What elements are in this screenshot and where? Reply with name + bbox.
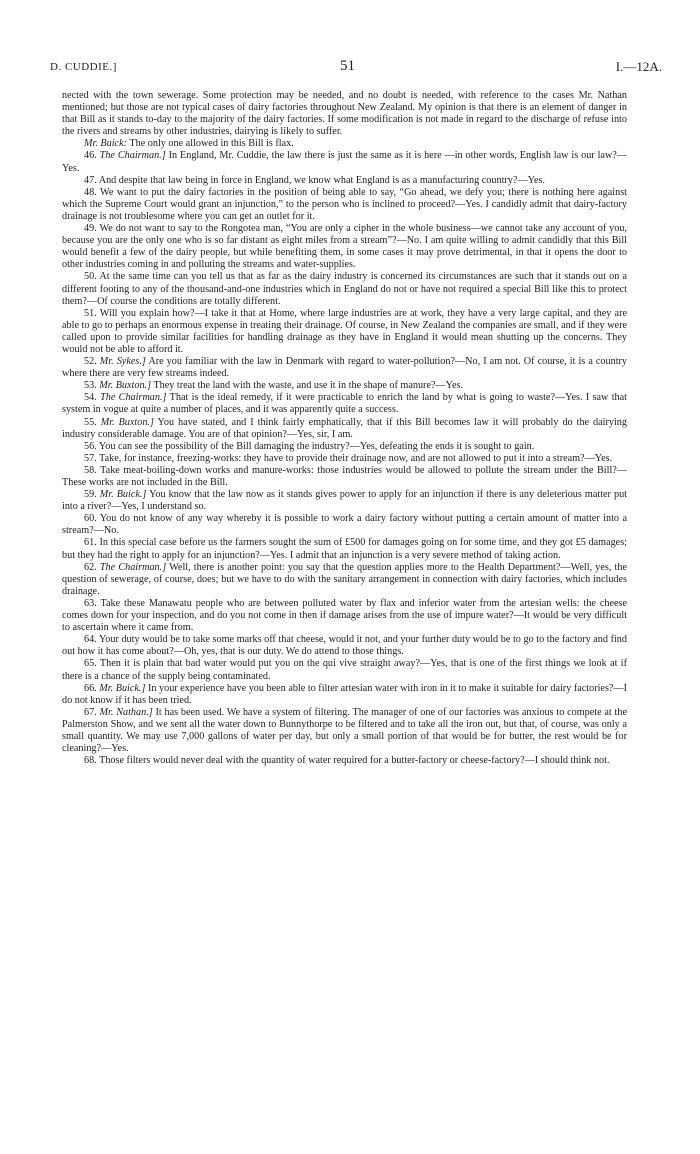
paragraph-text: Will you explain how?—I take it that at Home, where large industries are at work, they have a very large capital, and they are able to go to perhaps an enormous expense in treating their drainage. Of course, in New Zealand the companies are small, and if they were called upon to provide similar facilities for handling drainage as they have in England it would mean shutting up the concerns. They would not be able to afford it.: [62, 307, 627, 355]
testimony-paragraph: [62, 417, 627, 441]
question-number: 56.: [84, 440, 97, 452]
question-number: 55.: [84, 416, 97, 428]
testimony-paragraph: [62, 392, 627, 416]
question-number: 47.: [84, 174, 97, 186]
testimony-paragraph: [62, 465, 627, 489]
question-number: 52.: [84, 356, 97, 368]
paragraph-text: Then it is plain that bad water would put you on the qui vive straight away?—Yes, that is one of the first things we look at if there is a chance of the supply being contaminated.: [62, 658, 627, 682]
testimony-paragraph: [62, 755, 627, 767]
testimony-paragraph: [62, 223, 627, 271]
testimony-paragraph: [62, 380, 627, 392]
speaker-name: The Chairman.]: [100, 392, 167, 404]
paragraph-text: In this special case before us the farmers sought the sum of £500 for damages going on for some time, and they got £5 damages; but they had the right to apply for an injunction?—Yes. I admit that an injunction is a very severe method of taking action.: [62, 537, 628, 561]
testimony-paragraph: [62, 634, 627, 658]
paragraph-text: In your experience have you been able to filter artesian water with iron in it to make it suitable for dairy factories?—I do not know if it has been tried.: [62, 682, 628, 706]
paragraph-text: We want to put the dairy factories in the position of being able to say, “Go ahead, we defy you; there is nothing here against which the Supreme Court would grant an injunction,” to the person who is inclined to proceed?—Yes. I candidly admit that dairy-factory drainage is not troublesome where you can get an outlet for it.: [62, 186, 627, 222]
question-number: 65.: [84, 658, 97, 670]
paragraph-text: It has been used. We have a system of filtering. The manager of one of our factories was anxious to compete at the Palmerston Show, and we sent all the water down to Bunnythorpe to be filtered and to take all the iron out, but that, of course, was only a small quantity. We may use 7,000 gallons of water per day, but only a small portion of that would be for butter, the rest would be for cleaning?—Yes.: [62, 706, 627, 755]
paragraph-text: Well, there is another point: you say that the question applies more to the Health Department?—Well, yes, the question of sewerage, of course, does; but we have to do with the sanitary arrangement in connection with dairy factories, which includes drainage.: [62, 561, 627, 597]
page-header: [50, 58, 662, 78]
testimony-paragraph: [62, 453, 627, 465]
paragraph-text: Take, for instance, freezing-works: they have to provide their drainage now, and are not allowed to put it into a stream?—Yes.: [99, 452, 613, 464]
question-number: 68.: [84, 755, 97, 767]
speaker-name: The Chairman.]: [99, 561, 167, 573]
speaker-name: Mr. Buick.]: [99, 489, 147, 501]
question-number: 66.: [84, 682, 97, 694]
question-number: 63.: [84, 597, 97, 609]
speaker-name: Mr. Nathan.]: [99, 706, 153, 718]
testimony-paragraph: [62, 175, 627, 187]
paragraph-text: You have stated, and I think fairly emphatically, that if this Bill becomes law it will probably do the dairying industry considerable damage. You are of that opinion?—Yes, sir, I am.: [62, 416, 627, 440]
paragraph-text: Are you familiar with the law in Denmark with regard to water-pollution?—No, I am not. Of course, it is a country where there are very few streams indeed.: [62, 356, 628, 380]
testimony-body: [62, 90, 627, 767]
question-number: 58.: [84, 464, 97, 476]
testimony-paragraph: [62, 441, 627, 453]
question-number: 67.: [84, 706, 97, 718]
question-number: 64.: [84, 634, 97, 646]
testimony-paragraph: [62, 271, 627, 307]
speaker-name: Mr. Buxton.]: [99, 380, 152, 392]
paragraph-text: You can see the possibility of the Bill damaging the industry?—Yes, defeating the ends it is sought to gain.: [98, 440, 535, 452]
paragraph-text: That is the ideal remedy, if it were practicable to enrich the land by what is going to waste?—Yes. I saw that system in vogue at quite a number of places, and it was apparently quite a success.: [62, 392, 627, 416]
testimony-paragraph: [62, 187, 627, 223]
paper-reference: I.—12A.: [615, 59, 662, 74]
speaker-name: Mr. Buxton.]: [100, 416, 154, 428]
speaker-name: Mr. Buick.]: [99, 682, 146, 694]
paragraph-text: At the same time can you tell us that as far as the dairy industry is concerned its circumstances are such that it stands out on a different footing to any of the thousand-and-one industries which in England do not or have not required a special Bill like this to protect them?—Of course the conditions are totally different.: [62, 271, 628, 307]
speaker-name: The Chairman.]: [99, 150, 166, 162]
question-number: 54.: [84, 392, 97, 404]
paragraph-text: You do not know of any way whereby it is possible to work a dairy factory without putting a certain amount of matter into a stream?—No.: [62, 513, 627, 537]
question-number: 48.: [84, 186, 97, 198]
header-witness-name: D. CUDDIE.]: [50, 61, 117, 73]
testimony-paragraph: [62, 138, 627, 150]
speaker-name: Mr. Buick:: [84, 138, 127, 150]
testimony-paragraph: [62, 598, 627, 634]
question-number: 50.: [84, 271, 97, 283]
testimony-paragraph: [62, 308, 627, 356]
paragraph-text: We do not want to say to the Rongotea man, “You are only a cipher in the whole business—we cannot take any account of you, because you are the only one who is so far distant as eight miles from a stream”?—No. I am quite willing to admit candidly that this Bill would benefit a few of the dairy people, but while benefiting them, in some cases it may prove detrimental, in that it opens the door to other industries coming in and polluting the streams and water-supplies.: [62, 223, 627, 271]
paragraph-text: Your duty would be to take some marks off that cheese, would it not, and your further duty would be to go to the factory and find out how it has come about?—Oh, yes, that is our duty. We do attend to those things.: [62, 634, 627, 658]
paragraph-text: And despite that law being in force in England, we know what England is as a manufacturing country?—Yes.: [98, 174, 545, 186]
question-number: 62.: [84, 561, 97, 573]
question-number: 53.: [84, 380, 97, 392]
paragraph-text: Those filters would never deal with the quantity of water required for a butter-factory or cheese-factory?—I should think not.: [99, 755, 610, 767]
testimony-paragraph: [62, 150, 627, 174]
question-number: 61.: [84, 537, 97, 549]
speaker-name: Mr. Sykes.]: [99, 356, 146, 368]
testimony-paragraph: [62, 658, 627, 682]
paragraph-text: Take meat-boiling-down works and manure-works: those industries would be allowed to pollute the stream under the Bill?—These works are not included in the Bill.: [62, 464, 627, 488]
testimony-paragraph: [62, 707, 627, 755]
paragraph-text: nected with the town sewerage. Some protection may be needed, and no doubt is needed, with reference to the cases Mr. Nathan mentioned; but those are not typical cases of dairy factories throughout New Zealand. My opinion is that there is an element of danger in that Bill as it stands to-day to the majority of the dairy factories. If some modification is not made in regard to the discharge of refuse into the rivers and streams by other industries, dairying is likely to suffer.: [62, 90, 627, 138]
question-number: 49.: [84, 223, 97, 235]
testimony-paragraph: [62, 683, 627, 707]
testimony-paragraph: [62, 562, 627, 598]
paragraph-text: They treat the land with the waste, and use it in the shape of manure?—Yes.: [153, 380, 464, 392]
question-number: 46.: [84, 150, 97, 162]
paragraph-text: In England, Mr. Cuddie, the law there is just the same as it is here —in other words, English law is our law?—Yes.: [62, 150, 628, 174]
testimony-paragraph: [62, 90, 627, 138]
paragraph-text: The only one allowed in this Bill is flax.: [129, 138, 294, 150]
testimony-paragraph: [62, 489, 627, 513]
question-number: 60.: [84, 513, 97, 525]
question-number: 57.: [84, 452, 97, 464]
page-number: 51: [340, 58, 355, 74]
question-number: 59.: [84, 489, 97, 501]
testimony-paragraph: [62, 537, 627, 561]
testimony-paragraph: [62, 513, 627, 537]
question-number: 51.: [84, 307, 97, 319]
paragraph-text: Take these Manawatu people who are between polluted water by flax and inferior water from the artesian wells: the cheese comes down for your inspection, and do you not come in then if damage arises from the use of impure water?—It would be very difficult to ascertain where it came from.: [62, 597, 627, 634]
paragraph-text: You know that the law now as it stands gives power to apply for an injunction if there is any deleterious matter put into a river?—Yes, I understand so.: [62, 489, 627, 513]
testimony-paragraph: [62, 356, 627, 380]
